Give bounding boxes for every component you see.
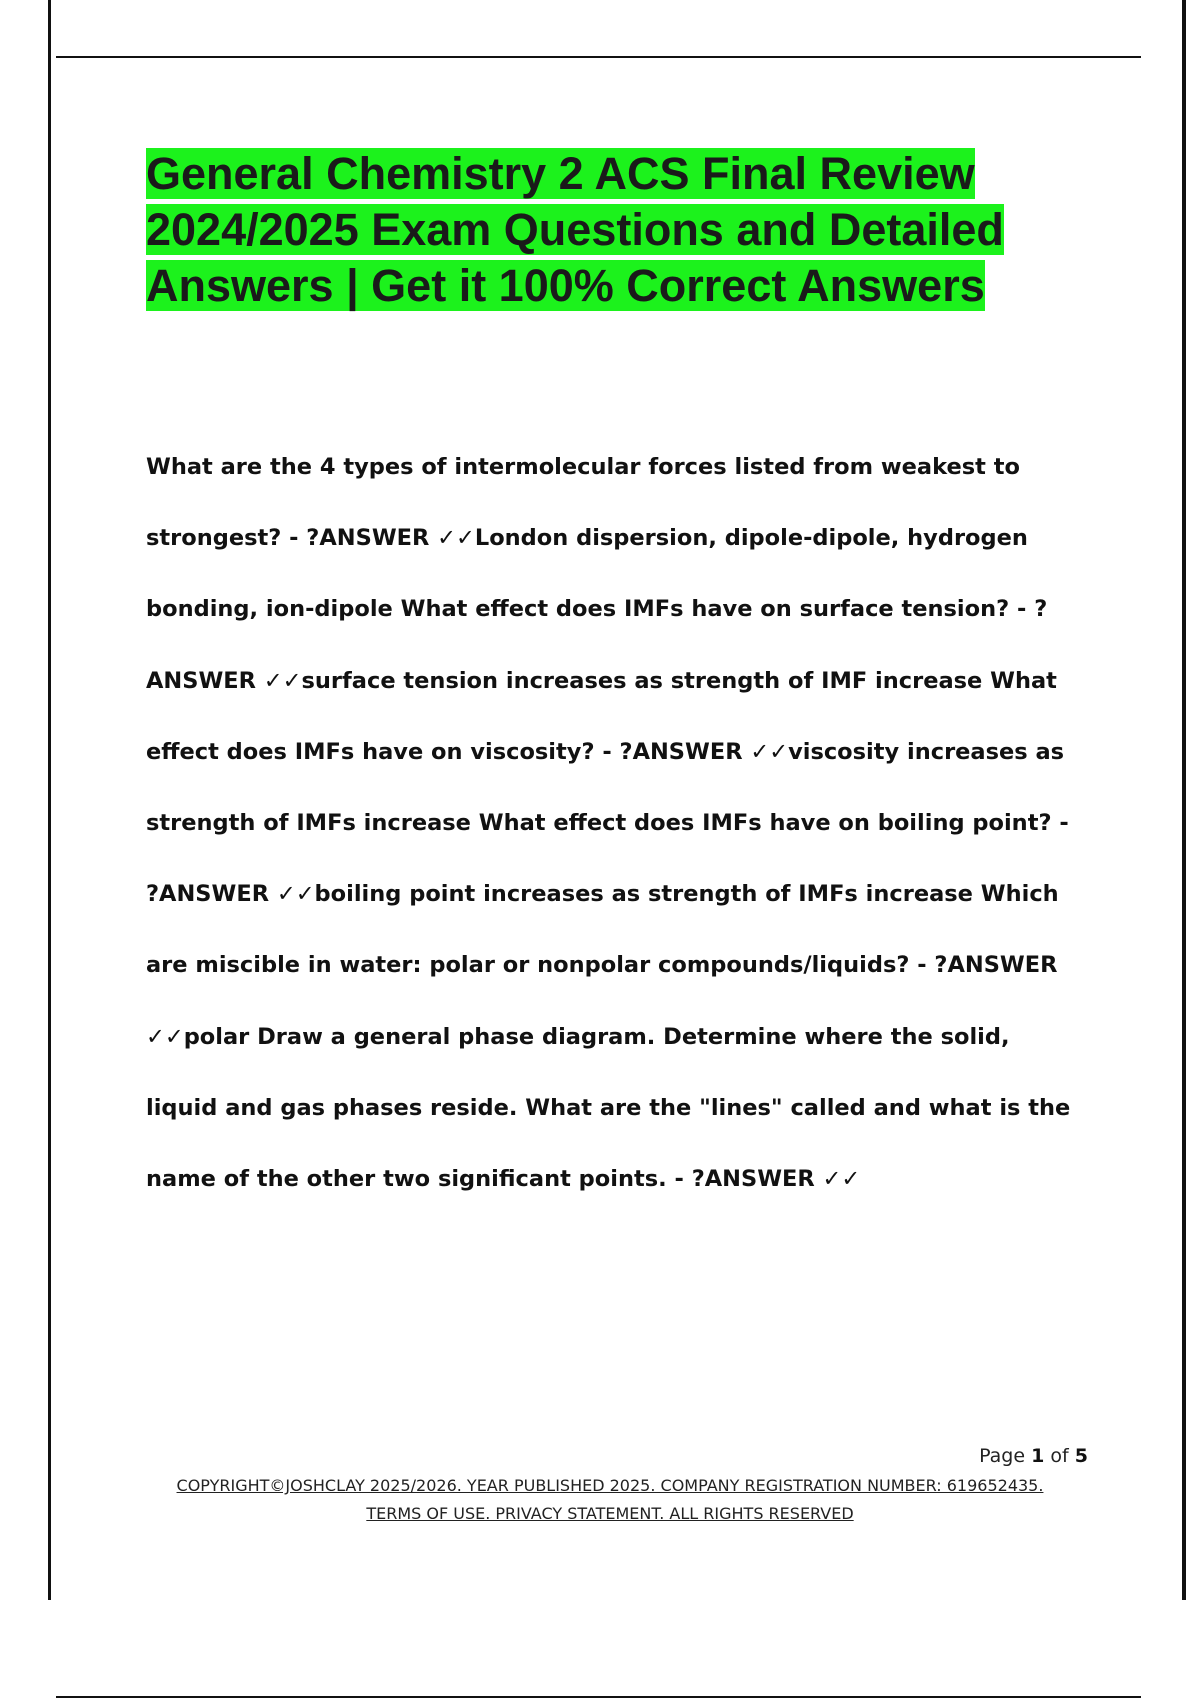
top-rule (56, 56, 1141, 58)
answer-text: - ?ANSWER ✓✓viscosity increases as strength of IMFs increase (146, 738, 1065, 837)
qa-list (146, 432, 1086, 1215)
left-border-line (48, 0, 51, 1600)
question-text: What effect does IMFs have on boiling point? (478, 810, 1052, 837)
question-text: Which are miscible in water: polar or nonpolar compounds/liquids? (146, 881, 1059, 979)
answer-text: - ?ANSWER ✓✓boiling point increases as strength of IMFs increase (146, 810, 1069, 908)
question-text: What are the 4 types of intermolecular forces listed from weakest to strongest? (146, 454, 1020, 552)
page-total: 5 (1074, 1445, 1088, 1467)
page-of: of (1050, 1445, 1069, 1467)
copyright-notice: COPYRIGHT©JOSHCLAY 2025/2026. YEAR PUBLISHED 2025. COMPANY REGISTRATION NUMBER: 619652435. TERMS OF USE. PRIVACY STATEMENT. ALL RIGHTS RESERVED (176, 1476, 1044, 1523)
page-number (979, 1445, 1088, 1467)
answer-text: - ?ANSWER ✓✓ (674, 1166, 861, 1193)
bottom-rule (56, 1696, 1141, 1698)
answer-text: - ?ANSWER ✓✓polar (146, 952, 1058, 1050)
question-text: What effect does IMFs have on surface tension? (400, 596, 1010, 623)
qa-item (146, 1024, 1070, 1192)
question-text: Draw a general phase diagram. Determine where the solid, liquid and gas phases reside. What are the "lines" called and what is the name of the other two significant points. (146, 1023, 1071, 1193)
question-text: What effect does IMFs have on viscosity? (146, 667, 1057, 765)
title-highlight: General Chemistry 2 ACS Final Review 2024/2025 Exam Questions and Detailed Answers | Get it 100% Correct Answers (146, 148, 1004, 311)
answer-text: - ?ANSWER ✓✓surface tension increases as strength of IMF increase (146, 596, 1048, 694)
answer-text: - ?ANSWER ✓✓London dispersion, dipole-dipole, hydrogen bonding, ion-dipole (146, 525, 1028, 623)
document-title (146, 146, 1106, 314)
page-current: 1 (1031, 1445, 1045, 1467)
page-label: Page (979, 1445, 1026, 1467)
right-border-line (1182, 0, 1186, 1600)
